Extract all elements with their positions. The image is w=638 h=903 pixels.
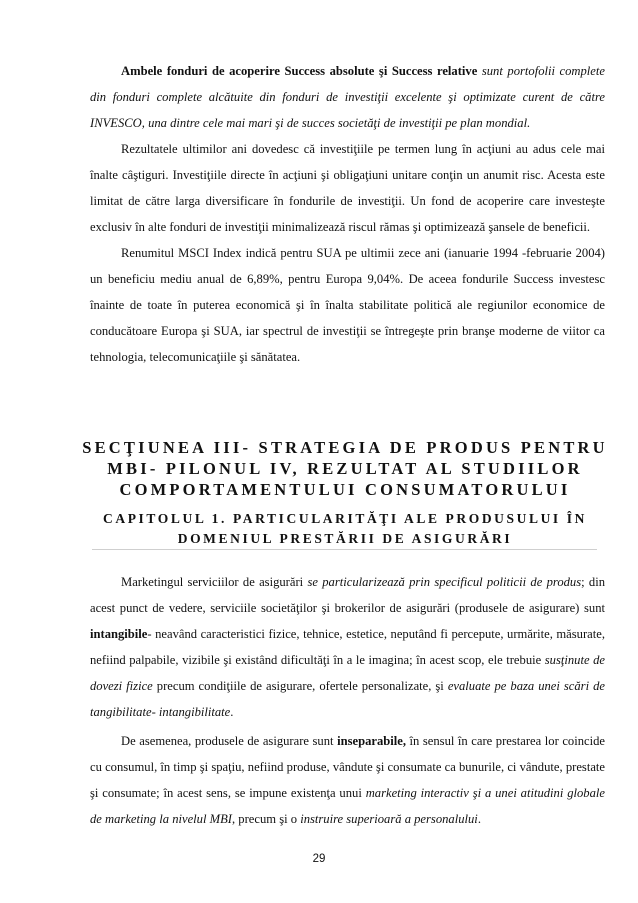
heading-divider: [92, 549, 597, 550]
text-run: .: [477, 812, 481, 826]
section-heading-line: MBI- PILONUL IV, REZULTAT AL STUDIILOR: [107, 459, 583, 478]
italic-portfolio-description: sunt portofolii complete din fonduri complete alcătuite din fonduri de investiţii excelente şi optimizate curent de către INVESCO, una dintre cele mai mari şi de succes societăţi de investiţii pe plan mondial.: [90, 64, 605, 130]
section-heading-line: COMPORTAMENTULUI CONSUMATORULUI: [119, 480, 571, 499]
bold-term-inseparabile: inseparabile,: [337, 734, 406, 748]
italic-run: se particularizează prin specificul politicii de produs: [307, 575, 582, 589]
text-run: ; din acest punct de vedere, serviciile societăţilor şi brokerilor de asigurări (produsele de asigurare) sunt: [90, 575, 606, 615]
chapter-heading-line: CAPITOLUL 1. PARTICULARITĂŢI ALE PRODUSULUI ÎN: [103, 511, 587, 526]
text-run: Marketingul serviciilor de asigurări: [121, 575, 308, 589]
paragraph-long-term-results: [90, 136, 605, 240]
bold-fund-names: Ambele fonduri de acoperire Success absolute şi Success relative: [121, 64, 478, 78]
section-heading-line: SECŢIUNEA III- STRATEGIA DE PRODUS PENTRU: [82, 438, 608, 457]
italic-run: evaluate pe baza unei scări de tangibilitate- intangibilitate: [90, 679, 605, 719]
bold-term-intangibile: intangibile: [90, 627, 148, 641]
paragraph-text: Renumitul MSCI Index indică pentru SUA pe ultimii zece ani (ianuarie 1994 -februarie 2004) un beneficiu mediu anual de 6,89%, pentru Europa 9,04%. De aceea fondurile Success investesc înainte de toate în puterea economică şi în înalta stabilitate politică ale regiunilor economice de conducătoare Europa şi SUA, iar spectrul de investiţii se întregeşte prin branşe moderne de viitor ca tehnologia, telecomunicaţiile şi sănătatea.: [90, 246, 605, 364]
section-heading: [70, 437, 620, 500]
paragraph-intangible-products: [90, 569, 605, 725]
text-run: în sensul în care prestarea lor coincide cu consumul, în timp şi spaţiu, nefiind produse, vândute şi consumate ca bunurile, ci vândute, prestate şi consumate; în acest sens, se impune existenţa unui: [90, 734, 605, 800]
page-number: 29: [312, 853, 326, 865]
italic-run: instruire superioară a personalului: [300, 812, 478, 826]
italic-run: marketing interactiv şi a unei atitudini globale de marketing la nivelul MBI: [90, 786, 605, 826]
paragraph-success-funds: [90, 58, 605, 136]
text-run: De asemenea, produsele de asigurare sunt: [121, 734, 338, 748]
text-run: .: [230, 705, 234, 719]
chapter-heading-line: DOMENIUL PRESTĂRII DE ASIGURĂRI: [177, 531, 513, 546]
text-run: - neavând caracteristici fizice, tehnice, estetice, neputând fi percepute, urmărite, măsurate, nefiind palpabile, vizibile şi existând dificultăţi în a le imagina; în acest scop, ele trebuie: [90, 627, 605, 667]
text-run: precum condiţiile de asigurare, ofertele personalizate, şi: [152, 679, 448, 693]
chapter-heading: [70, 509, 620, 549]
paragraph-text: Rezultatele ultimilor ani dovedesc că investiţiile pe termen lung în acţiuni au adus cele mai înalte câştiguri. Investiţiile directe în acţiuni şi obligaţiuni unitare conţin un anumit risc. Acesta este limitat de către larga diversificare în fondurile de investiţii. Un fond de acoperire care investeşte exclusiv în alte fonduri de investiţii minimalizează riscul rămas şi optimizează şansele de beneficii.: [90, 142, 605, 234]
text-run: , precum şi o: [232, 812, 301, 826]
paragraph-msci-index: [90, 240, 605, 370]
italic-run: susţinute de dovezi fizice: [90, 653, 605, 693]
paragraph-inseparable-products: [90, 728, 605, 832]
